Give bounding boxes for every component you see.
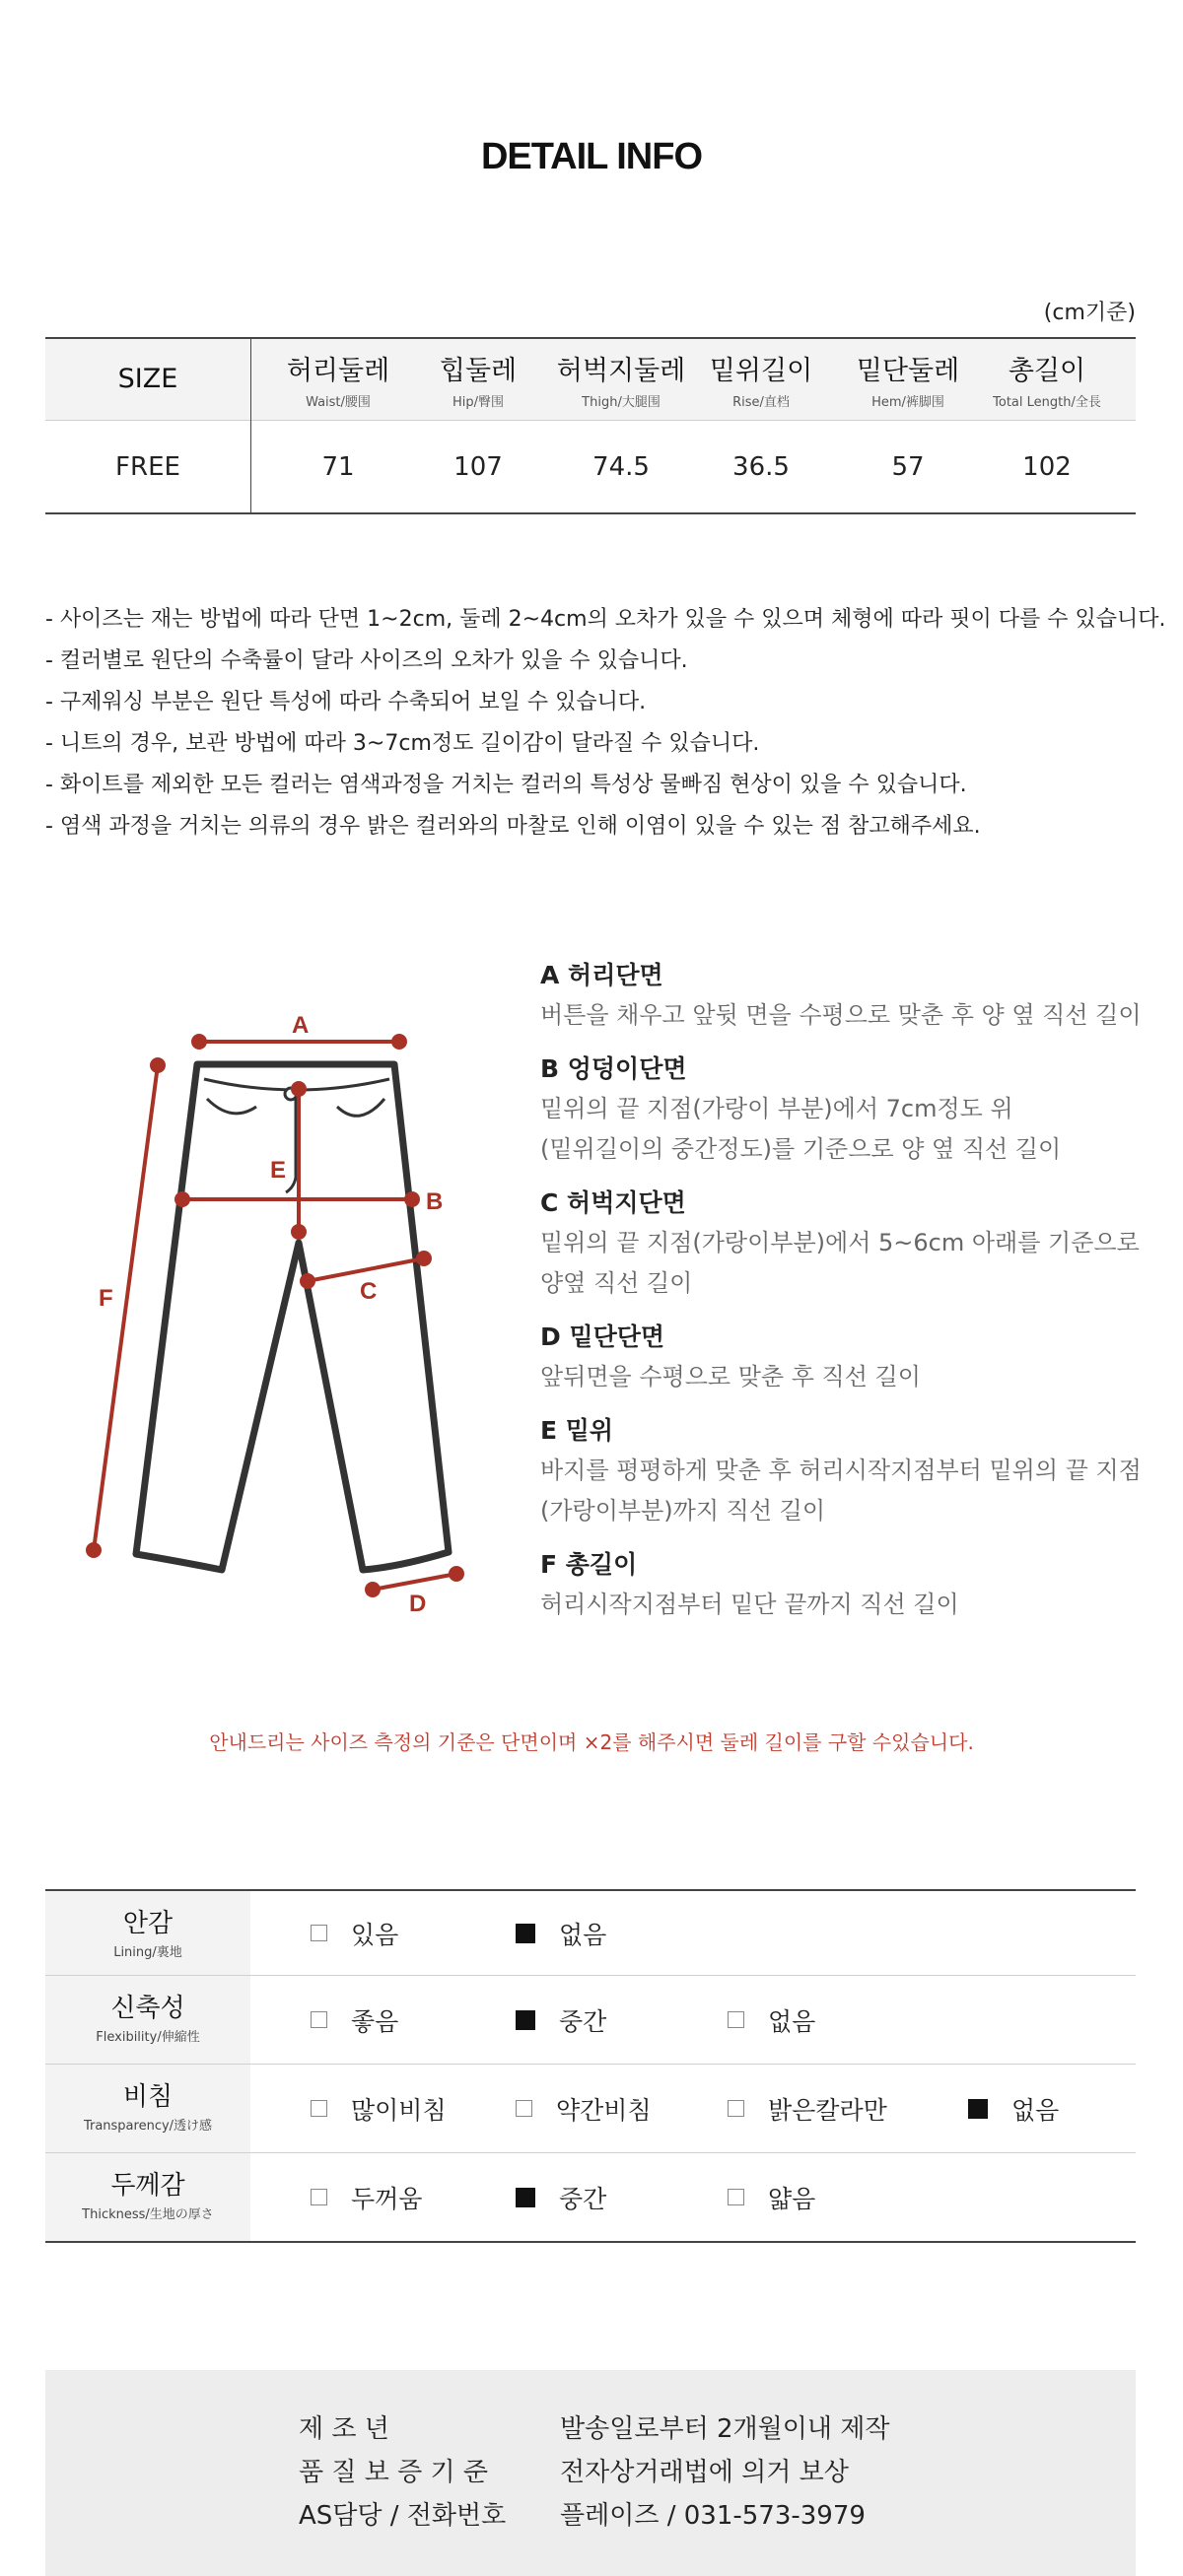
option-thick-thick[interactable] <box>311 2153 422 2241</box>
definition-b <box>540 1050 1151 1170</box>
note-item: - 구제워싱 부분은 원단 특성에 따라 수축되어 보일 수 있습니다. <box>45 690 647 714</box>
note-item: - 니트의 경우, 보관 방법에 따라 3~7cm정도 길이감이 달라질 수 있습니다. <box>45 731 760 756</box>
option-label: 얇음 <box>768 2184 816 2213</box>
product-info-footer <box>45 2370 1136 2576</box>
option-flex-none[interactable] <box>728 1976 815 2064</box>
feature-label-en: Flexibility/伸縮性 <box>96 2030 200 2045</box>
value-hip: 107 <box>453 452 503 482</box>
footer-value: 플레이즈 / 031-573-3979 <box>560 2501 866 2531</box>
option-trans-slight[interactable] <box>516 2065 652 2152</box>
definition-body: 앞뒤면을 수평으로 맞춘 후 직선 길이 <box>540 1363 921 1390</box>
label-e: E <box>270 1157 287 1184</box>
option-label: 없음 <box>768 2006 816 2036</box>
option-flex-good[interactable] <box>311 1976 398 2064</box>
checkbox-checked-icon <box>516 1924 535 1943</box>
feature-label <box>45 2065 250 2152</box>
feature-row-thickness <box>45 2153 1136 2241</box>
feature-label-ko: 두께감 <box>110 2171 185 2201</box>
feature-label-en: Lining/裏地 <box>113 1945 182 1960</box>
col-rise-en: Rise/直档 <box>732 395 790 410</box>
option-label: 없음 <box>559 1920 607 1949</box>
option-lining-yes[interactable] <box>311 1891 398 1975</box>
footer-row-as-contact <box>45 2494 1136 2538</box>
label-f: F <box>99 1285 113 1312</box>
note-item: - 화이트를 제외한 모든 컬러는 염색과정을 거치는 컬러의 특성상 물빠짐 현상이 있을 수 있습니다. <box>45 773 967 797</box>
option-label: 중간 <box>559 2184 607 2213</box>
option-label: 좋음 <box>351 2006 399 2036</box>
col-waist-en: Waist/腰围 <box>306 395 371 410</box>
footer-value: 발송일로부터 2개월이내 제작 <box>560 2414 890 2444</box>
label-b: B <box>426 1188 444 1215</box>
option-label: 있음 <box>351 1920 399 1949</box>
checkbox-icon <box>516 2100 532 2117</box>
col-hip-ko: 힙둘레 <box>439 356 518 386</box>
col-thigh-en: Thigh/大腿围 <box>582 395 661 410</box>
col-hip-en: Hip/臀围 <box>452 395 505 410</box>
col-thigh-ko: 허벅지둘레 <box>556 356 686 386</box>
definition-title: F 총길이 <box>540 1550 638 1579</box>
value-thigh: 74.5 <box>592 452 650 482</box>
definition-body: (밑위길이의 중간정도)를 기준으로 양 옆 직선 길이 <box>540 1135 1062 1163</box>
feature-row-lining <box>45 1891 1136 1976</box>
definition-body: 버튼을 채우고 앞뒷 면을 수평으로 맞춘 후 양 옆 직선 길이 <box>540 1001 1142 1029</box>
option-flex-medium[interactable] <box>516 1976 606 2064</box>
note-item: - 컬러별로 원단의 수축률이 달라 사이즈의 오차가 있을 수 있습니다. <box>45 648 688 673</box>
option-trans-high[interactable] <box>311 2065 447 2152</box>
definition-e <box>540 1411 1151 1531</box>
value-rise: 36.5 <box>732 452 790 482</box>
definition-title: D 밑단단면 <box>540 1322 665 1351</box>
feature-label-ko: 안감 <box>122 1909 174 1938</box>
feature-label <box>45 2153 250 2241</box>
footer-key: AS담당 / 전화번호 <box>299 2501 507 2531</box>
feature-label-en: Thickness/生地の厚さ <box>82 2207 214 2222</box>
col-total-ko: 총길이 <box>1008 356 1086 386</box>
option-label: 약간비침 <box>556 2095 652 2125</box>
measurement-guide-note: 안내드리는 사이즈 측정의 기준은 단면이며 ×2를 해주시면 둘레 길이를 구할 수있습니다. <box>209 1730 974 1754</box>
col-thigh <box>552 349 690 410</box>
measurement-definitions <box>540 956 1151 1639</box>
footer-key: 제 조 년 <box>299 2414 389 2444</box>
option-thick-medium[interactable] <box>516 2153 606 2241</box>
checkbox-icon <box>728 2100 744 2117</box>
definition-body: 밑위의 끝 지점(가랑이 부분)에서 7cm정도 위 <box>540 1095 1013 1122</box>
definition-body: 양옆 직선 길이 <box>540 1269 693 1297</box>
feature-label <box>45 1891 250 1975</box>
pants-measurement-diagram <box>59 990 483 1621</box>
footer-row-manufacture <box>45 2407 1136 2451</box>
feature-label-ko: 비침 <box>122 2082 174 2112</box>
option-label: 두꺼움 <box>351 2184 423 2213</box>
label-d: D <box>409 1591 427 1617</box>
feature-label <box>45 1976 250 2064</box>
definition-body: 허리시작지점부터 밑단 끝까지 직선 길이 <box>540 1591 959 1618</box>
col-hem-en: Hem/裤脚围 <box>871 395 944 410</box>
checkbox-checked-icon <box>516 2188 535 2207</box>
size-row-label: FREE <box>115 452 180 482</box>
value-hem: 57 <box>891 452 925 482</box>
size-table <box>45 337 1136 514</box>
note-item: - 사이즈는 재는 방법에 따라 단면 1~2cm, 둘레 2~4cm의 오차가 있을 수 있으며 체형에 따라 핏이 다를 수 있습니다. <box>45 607 1166 632</box>
checkbox-icon <box>311 1925 327 1941</box>
definition-title: C 허벅지단면 <box>540 1188 686 1217</box>
col-rise-ko: 밑위길이 <box>709 356 813 386</box>
col-hip <box>409 349 547 410</box>
definition-title: A 허리단면 <box>540 961 663 989</box>
definition-title: E 밑위 <box>540 1416 614 1445</box>
definition-title: B 엉덩이단면 <box>540 1054 687 1083</box>
footer-key: 품 질 보 증 기 준 <box>299 2458 489 2487</box>
size-notes <box>45 599 1166 847</box>
checkbox-icon <box>728 2011 744 2028</box>
option-label: 중간 <box>559 2006 607 2036</box>
option-trans-light-only[interactable] <box>728 2065 887 2152</box>
col-waist-ko: 허리둘레 <box>286 356 390 386</box>
col-hem-ko: 밑단둘레 <box>856 356 960 386</box>
definition-body: 바지를 평평하게 맞춘 후 허리시작지점부터 밑위의 끝 지점 <box>540 1457 1142 1484</box>
footer-value: 전자상거래법에 의거 보상 <box>560 2458 849 2487</box>
option-trans-none[interactable] <box>968 2065 1059 2152</box>
definition-c <box>540 1184 1151 1304</box>
checkbox-icon <box>311 2011 327 2028</box>
label-c: C <box>360 1278 378 1305</box>
definition-body: 밑위의 끝 지점(가랑이부분)에서 5~6cm 아래를 기준으로 <box>540 1229 1140 1256</box>
page-title: DETAIL INFO <box>480 136 703 177</box>
option-thick-thin[interactable] <box>728 2153 815 2241</box>
option-lining-no[interactable] <box>516 1891 606 1975</box>
checkbox-icon <box>311 2100 327 2117</box>
checkbox-checked-icon <box>968 2099 988 2119</box>
pants-outline <box>136 1064 449 1570</box>
col-rise <box>692 349 830 410</box>
feature-row-flexibility <box>45 1976 1136 2065</box>
value-waist: 71 <box>321 452 355 482</box>
option-label: 많이비침 <box>351 2095 447 2125</box>
col-total-en: Total Length/全長 <box>993 395 1101 410</box>
feature-label-en: Transparency/透け感 <box>83 2119 213 2134</box>
checkbox-icon <box>728 2189 744 2205</box>
col-hem <box>839 349 977 410</box>
fabric-feature-table <box>45 1889 1136 2243</box>
option-label: 없음 <box>1011 2095 1060 2125</box>
footer-row-warranty <box>45 2451 1136 2494</box>
feature-row-transparency <box>45 2065 1136 2153</box>
definition-a <box>540 956 1151 1036</box>
definition-f <box>540 1545 1151 1625</box>
option-label: 밝은칼라만 <box>768 2095 887 2125</box>
checkbox-checked-icon <box>516 2010 535 2030</box>
col-waist <box>269 349 407 410</box>
label-a: A <box>292 1012 310 1039</box>
size-table-divider <box>250 339 251 512</box>
size-header-label: SIZE <box>117 364 178 394</box>
checkbox-icon <box>311 2189 327 2205</box>
note-item: - 염색 과정을 거치는 의류의 경우 밝은 컬러와의 마찰로 인해 이염이 있을 수 있는 점 참고해주세요. <box>45 814 981 839</box>
definition-body: (가랑이부분)까지 직선 길이 <box>540 1497 826 1525</box>
definition-d <box>540 1318 1151 1397</box>
value-total-length: 102 <box>1022 452 1072 482</box>
feature-label-ko: 신축성 <box>110 1994 185 2023</box>
col-total-length <box>978 349 1116 410</box>
unit-note: (cm기준) <box>1043 301 1136 325</box>
